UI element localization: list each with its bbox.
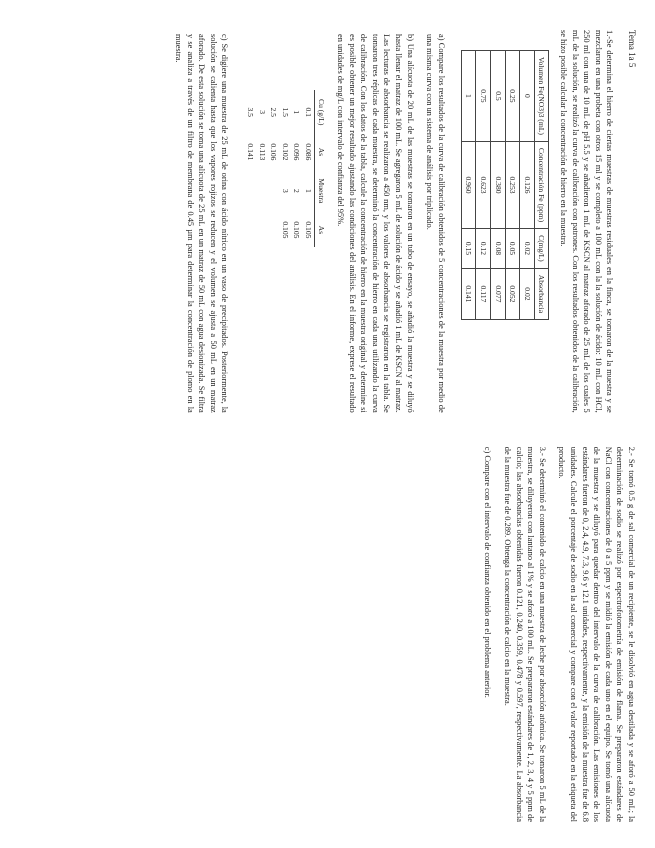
table-cell: 0.02: [520, 268, 535, 319]
table-row: [268, 90, 280, 247]
table-cell: 1: [303, 189, 313, 193]
problem-2-text: 2.- Se tomó 0.5 g de sal comercial de un recipiente, se le disolvió en agua destilada y se aforó a 50 mL; la determinación de sodio se realizó por espectrofotometría de emisión de flama. Se prepararon estándares de NaCl con concentraciones de 0 a 5 ppm y se midió la emisión de cada uno en el equipo. Se tomó una alícuota de la muestra y se diluyó para quedar dentro del intervalo de la curva de calibración. Las emisiones de los estándares fueron de 0, 2.4, 4.9, 7.3, 9.6 y 12.1 unidades, respectivamente, y la emisión de la muestra fue de 6.8 unidades. Calcule el porcentaje de sodio en la sal comercial y compare con el valor reportado en la etiqueta del producto.: [557, 446, 636, 822]
table-cell: 1: [292, 110, 302, 115]
table-cell: 0.105: [292, 221, 302, 239]
problem-1-item-a: a) Compare los resultados de la curva de calibración obtenidos de 5 concentraciones de la muestra por medio de una misma curva con un sistema de análisis por triplicado.: [425, 34, 446, 413]
table-cell: 1.5: [280, 107, 290, 117]
problem-3-text: 3.- Se determinó el contenido de calcio en una muestra de leche por absorción atómica. Se tomaron 5 mL de la muestra, se diluyeron con lantano al 1% y se aforó a 100 mL. Se prepararon estándares de 1, 2, 3, 4 y 5 ppm de calcio; las absorbancias obtenidas fueron 0.121, 0.240, 0.359, 0.478 y 0.597, respectivamente. La absorbancia de la muestra fue de 0.289. Obtenga la concentración de calcio en la muestra.: [503, 446, 547, 822]
table-cell: 0.15: [461, 229, 476, 269]
table-header: Concentración Fe (ppm): [534, 141, 549, 228]
table-header: Absorbancia: [534, 268, 549, 319]
calibration-table: [461, 50, 550, 320]
table-cell: 0.126: [520, 141, 535, 228]
table-cell: 0.052: [505, 268, 520, 319]
table-cell: 0.5: [491, 51, 506, 142]
table-cell: [256, 169, 268, 212]
table-cell: 3: [257, 110, 267, 115]
table-cell: 0.960: [461, 141, 476, 228]
right-column: [10, 447, 637, 822]
problem-3-item-c: c) Compare con el intervalo de confianza obtenido en el problema anterior.: [483, 446, 493, 698]
table-row: [302, 90, 314, 247]
table-row: [256, 90, 268, 247]
copper-absorbance-table: [244, 90, 326, 247]
table-cell: 0.380: [491, 141, 506, 228]
table-cell: 2: [292, 189, 302, 193]
table-header: C(mg/L): [534, 229, 549, 269]
table-cell: [244, 169, 256, 212]
table-cell: 0.75: [476, 51, 491, 142]
table-cell: 1: [461, 51, 476, 142]
table-cell: 0.141: [461, 268, 476, 319]
table-cell: [256, 212, 268, 247]
table-cell: 2.5: [269, 107, 279, 117]
table-cell: 3.5: [245, 107, 255, 117]
table-row: [505, 51, 520, 320]
table-row: [476, 51, 491, 320]
table-row: [461, 51, 476, 320]
table-header: Cu (g/L): [314, 90, 326, 134]
table-cell: 3: [280, 189, 290, 193]
table-row: [279, 90, 291, 247]
table-cell: 0.08: [491, 229, 506, 269]
table-cell: 0.12: [476, 229, 491, 269]
table-cell: 0.105: [303, 221, 313, 239]
table-cell: 0.1: [303, 107, 313, 117]
table-cell: 0.106: [269, 143, 279, 161]
table-cell: 0.253: [505, 141, 520, 228]
table-cell: [268, 169, 280, 212]
table-cell: 0.096: [292, 143, 302, 161]
table-header-row: [534, 51, 549, 320]
table-cell: [268, 212, 280, 247]
table-row: [244, 90, 256, 247]
table-cell: 0.623: [476, 141, 491, 228]
problem-1-item-c: c) Se digiere una muestra de 25 mL de orina con ácido nítrico en un vaso de precipitados. Posteriormente, la solución se calienta hasta que los vapores rojizos se reducen y el volumen se ajusta a 50 mL en un matraz aforado. De esta solución se toma una alícuota de 25 mL en un matraz de 50 mL con agua desionizada. Se filtra y se analiza a través de un filtro de membrana de 0.45 µm para determinar la concentración de plomo en la muestra.: [174, 34, 230, 413]
table-cell: 0.086: [303, 143, 313, 161]
table-cell: 0.102: [280, 143, 290, 161]
table-cell: 0.05: [505, 229, 520, 269]
table-cell: 0: [520, 51, 535, 142]
left-column: [10, 30, 637, 413]
table-header: Volumen Fe(NO3)3 (mL): [534, 51, 549, 142]
problem-1-intro: 1.-Se determina el hierro de ciertas muestras de muestras residuales en la finca, se tomaron de la muestra y se mezclaron en una probeta con otros 15 ml y se completo a 100 mL con la la solución de ácido: 10 mL con HCl, 250 ml con una de 10 mL de pH 5.5 y se añadieron 1 mL de KSCN al matraz aforado de 25 mL de los cuales 5 mL de la solución, se realizó la curva de calibración con patrones. Con los resultados obtenidos de la calibración, se hizo posible calcular la concentración de hierro en la muestra.: [559, 30, 615, 413]
table-cell: 0.25: [505, 51, 520, 142]
page-heading: Tema 1a 5: [627, 30, 637, 68]
table-header: As: [314, 134, 326, 169]
table-header: As: [314, 212, 326, 247]
table-cell: 0.141: [245, 143, 255, 161]
table-row: [520, 51, 535, 320]
table-cell: 0.02: [520, 229, 535, 269]
table-row: [291, 90, 303, 247]
table-cell: 0.077: [491, 268, 506, 319]
table-cell: 0.113: [257, 143, 267, 161]
table-cell: 0.105: [280, 221, 290, 239]
table-cell: 0.117: [476, 268, 491, 319]
table-cell: [244, 212, 256, 247]
table-row: [491, 51, 506, 320]
table-header-row: [314, 90, 326, 247]
table-header: Muestra: [314, 169, 326, 212]
problem-1-item-b: b) Una alícuota de 20 mL de las muestras se tomaron en un tubo de ensayo, se añadió la muestra y se diluyó hasta llenar el matraz de 100 mL. Se agregaron 5 mL de solución de ácido y se añadió 1 mL de KSCN al matraz. Las lecturas de absorbancia se realizaron a 450 nm, y los valores de absorbancia se registraron en la tabla. Se tomaron tres réplicas de cada muestra, se determinó la concentración de hierro en cada una utilizando la curva de calibración. Con los datos de la tabla, calcule la concentración de hierro en la muestra original y determine si es posible obtener un mejor resultado ajustando las condiciones del análisis. En el informe, exprese el resultado en unidades de mg/L con intervalo de confianza del 95%.: [336, 34, 415, 413]
